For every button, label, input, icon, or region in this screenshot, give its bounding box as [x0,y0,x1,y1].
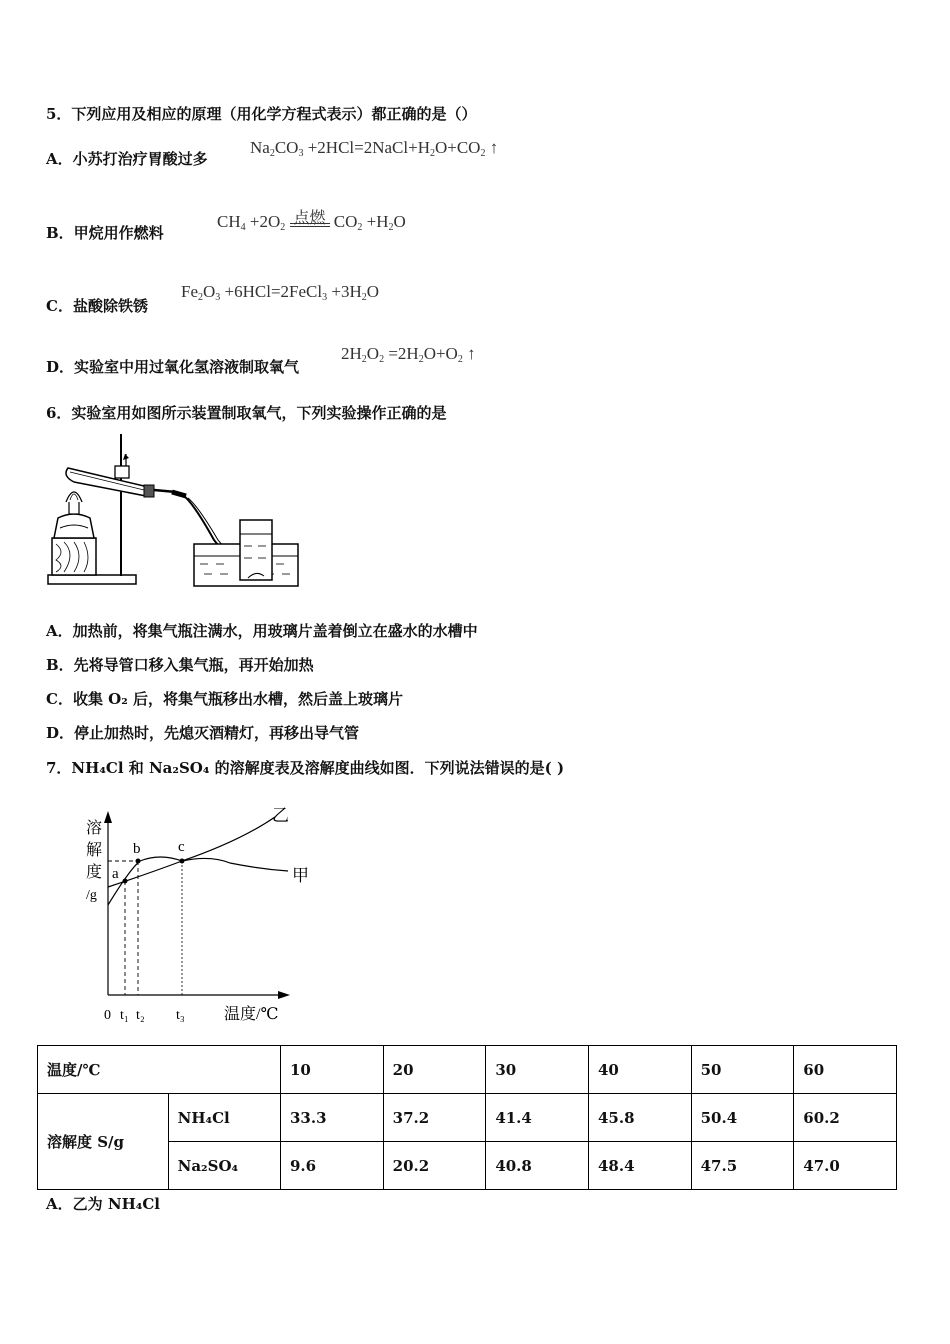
q6-option-d: D．停止加热时，先熄灭酒精灯，再移出导气管 [46,724,360,742]
x-tick-t3: t₃ [176,1008,185,1023]
oxygen-apparatus-figure [44,430,304,590]
header-label-cell: 温度/℃ [38,1046,281,1094]
x-tick-t2: t₂ [136,1008,145,1023]
q5-option-c: C．盐酸除铁锈 [46,297,148,315]
temp-cell: 50 [691,1046,794,1094]
point-a-label: a [112,866,119,882]
point-c-label: c [178,839,185,855]
q5-equation-b: $CH_4 +2O_2$ 点燃 $CO_2 +H_2O$ [217,210,406,233]
y-label-char-1: 溶 [86,820,103,837]
x-tick-0: 0 [104,1008,111,1023]
q6-option-b: B．先将导管口移入集气瓶，再开始加热 [46,656,314,674]
curve-yi-label: 乙 [272,806,289,825]
value-cell: 20.2 [383,1142,486,1190]
q5-equation-d: $2H_2O_2 =2H_2O+O_2$ ↑ [341,344,476,365]
value-cell: 60.2 [794,1094,897,1142]
value-cell: 9.6 [281,1142,384,1190]
q6-option-a: A．加热前，将集气瓶注满水，用玻璃片盖着倒立在盛水的水槽中 [46,622,478,640]
value-cell: 50.4 [691,1094,794,1142]
table-row [38,1094,897,1142]
curve-jia-label: 甲 [292,866,309,885]
temp-cell: 60 [794,1046,897,1094]
q5-stem: 5．下列应用及相应的原理（用化学方程式表示）都正确的是（） [46,105,477,123]
y-label-char-3: 度 [86,864,103,881]
table-header-row [38,1046,897,1094]
temp-cell: 40 [588,1046,691,1094]
q5-equation-a: $Na_2CO_3$ $+2HCl=2NaCl+H_2O+CO_2$ ↑ [250,138,499,159]
value-cell: 41.4 [486,1094,589,1142]
y-label-char-2: 解 [86,842,103,859]
substance-cell: NH₄Cl [168,1094,280,1142]
value-cell: 40.8 [486,1142,589,1190]
q7-stem: 7．NH₄Cl 和 Na₂SO₄ 的溶解度表及溶解度曲线如图．下列说法错误的是( ) [46,759,565,777]
q5-equation-c: $Fe_2O_3$ +6HCl=2FeCl$_3$ $+3H_2O$ [181,282,380,303]
temp-cell: 20 [383,1046,486,1094]
substance-cell: Na₂SO₄ [168,1142,280,1190]
curve-jia [108,858,288,887]
y-label-char-4: /g [86,888,97,903]
value-cell: 45.8 [588,1094,691,1142]
q5-option-b: B．甲烷用作燃料 [46,224,164,242]
value-cell: 33.3 [281,1094,384,1142]
x-axis-label: 温度/℃ [224,1006,279,1023]
q5-option-d: D．实验室中用过氧化氢溶液制取氧气 [46,358,300,376]
q7-option-a: A．乙为 NH₄Cl [46,1195,160,1213]
q5-option-a: A．小苏打治疗胃酸过多 [46,150,208,168]
q6-option-c: C．收集 O₂ 后，将集气瓶移出水槽，然后盖上玻璃片 [46,690,404,708]
solubility-curve-figure [70,795,330,1030]
temp-cell: 30 [486,1046,589,1094]
value-cell: 37.2 [383,1094,486,1142]
value-cell: 47.0 [794,1142,897,1190]
value-cell: 47.5 [691,1142,794,1190]
solubility-table [37,1045,897,1190]
curve-yi [108,817,275,905]
temp-cell: 10 [281,1046,384,1094]
row-group-label: 溶解度 S/g [38,1094,169,1190]
value-cell: 48.4 [588,1142,691,1190]
x-tick-t1: t₁ [120,1008,129,1023]
q6-stem: 6．实验室用如图所示装置制取氧气，下列实验操作正确的是 [46,404,447,422]
point-b-label: b [133,841,141,857]
